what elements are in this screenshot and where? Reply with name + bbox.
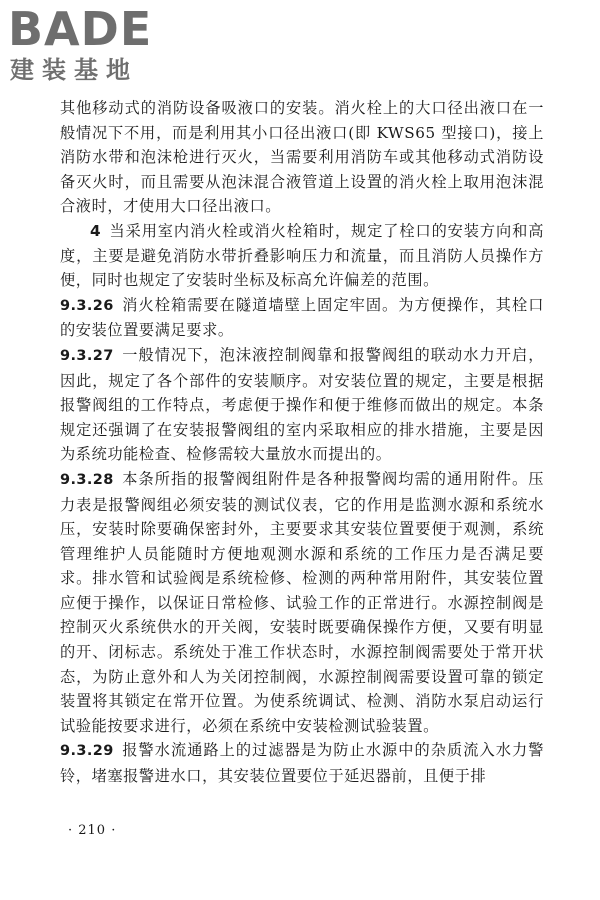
clause-text: 一般情况下，泡沫液控制阀靠和报警阀组的联动水力开启，因此，规定了各个部件的安装顺序。对安装位置的规定，主要是根据报警阀组的工作特点，考虑便于操作和便于维修而做出的规定。本条规定还强调了在安装报警阀组的室内采取相应的排水措施，主要是因为系统功能检查、检修需较大量放水而提出的。 [60,345,544,464]
item-number: 4 [90,221,102,240]
paragraph-item-4 [60,219,544,293]
document-body [60,96,544,789]
clause-text: 本条所指的报警阀组附件是各种报警阀均需的通用附件。压力表是报警阀组必须安装的测试仪表，它的作用是监测水源和系统水压，安装时除要确保密封外，主要要求其安装位置要便于观测，系统管理维护人员能随时方便地观测水源和系统的工作压力是否满足要求。排水管和试验阀是系统检修、检测的两种常用附件，其安装位置应便于操作，以保证日常检修、试验工作的正常进行。水源控制阀是控制灭火系统供水的开关阀，安装时既要确保操作方便，又要有明显的开、闭标志。系统处于准工作状态时，水源控制阀需要处于常开状态，为防止意外和人为关闭控制阀，水源控制阀需要设置可靠的锁定装置将其锁定在常开位置。为使系统调试、检测、消防水泵启动运行试验能按要求进行，必须在系统中安装检测试验装置。 [60,469,544,735]
paragraph-text: 其他移动式的消防设备吸液口的安装。消火栓上的大口径出液口在一般情况下不用，而是利用其小口径出液口(即 KWS65 型接口)，接上消防水带和泡沫枪进行灭火，当需要利用消防车或其他移动式消防设备灭火时，而且需要从泡沫混合液管道上设置的消火栓上取用泡沫混合液时，才使用大口径出液口。 [60,99,544,216]
clause-number: 9.3.26 [60,297,114,314]
brand-logo [8,4,178,84]
clause-9-3-27 [60,343,544,467]
clause-9-3-28 [60,467,544,739]
brand-wordmark: BADE [8,2,153,56]
clause-9-3-29 [60,738,544,788]
paragraph-continuation [60,96,544,219]
clause-number: 9.3.27 [60,347,114,364]
clause-number: 9.3.29 [60,743,114,760]
clause-number: 9.3.28 [60,471,114,488]
paragraph-text: 当采用室内消火栓或消火栓箱时，规定了栓口的安装方向和高度，主要是避免消防水带折叠影响压力和流量，而且消防人员操作方便，同时也规定了安装时坐标及标高允许偏差的范围。 [60,221,544,290]
clause-9-3-26 [60,293,544,343]
brand-subtitle: 建装基地 [10,56,138,84]
clause-text: 消火栓箱需要在隧道墙壁上固定牢固。为方便操作，其栓口的安装位置要满足要求。 [60,295,544,340]
page-number: · 210 · [68,823,117,838]
clause-text: 报警水流通路上的过滤器是为防止水源中的杂质流入水力警铃，堵塞报警进水口，其安装位置要位于延迟器前，且便于排 [60,741,544,786]
